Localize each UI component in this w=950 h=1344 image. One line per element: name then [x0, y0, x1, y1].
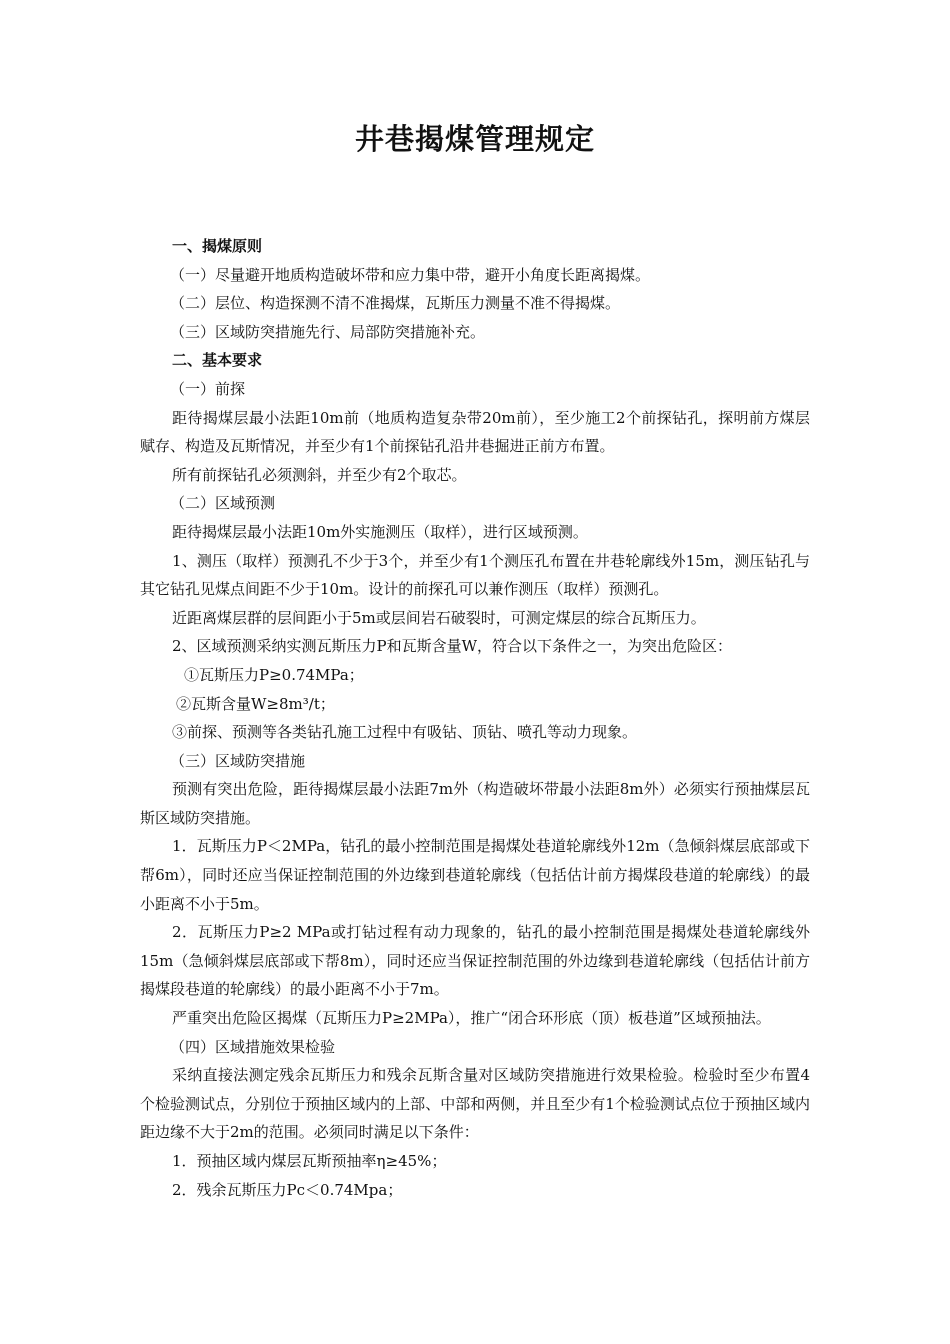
- paragraph: 近距离煤层群的层间距小于5m或层间岩石破裂时，可测定煤层的综合瓦斯压力。: [172, 608, 706, 627]
- subsection-heading: （四）区域措施效果检验: [170, 1037, 336, 1056]
- condition-item: ③前探、预测等各类钻孔施工过程中有吸钻、顶钻、喷孔等动力现象。: [172, 723, 638, 742]
- condition-item: ①瓦斯压力P≥0.74MPa；: [184, 665, 364, 684]
- paragraph: （三）区域防突措施先行、局部防突措施补充。: [170, 322, 486, 341]
- paragraph: 2、区域预测采纳实测瓦斯压力P和瓦斯含量W，符合以下条件之一，为突出危险区：: [172, 637, 733, 656]
- paragraph: 采纳直接法测定残余瓦斯压力和残余瓦斯含量对区域防突措施进行效果检验。检验时至少布置4个检验测试点，分别位于预抽区域内的上部、中部和两侧，并且至少有1个检验测试点位于预抽区域内距边缘不大于2m的范围。必须同时满足以下条件：: [140, 1066, 810, 1142]
- paragraph: 距待揭煤层最小法距10m外实施测压（取样），进行区域预测。: [172, 522, 588, 541]
- paragraph: （一）尽量避开地质构造破坏带和应力集中带，避开小角度长距离揭煤。: [170, 265, 651, 284]
- paragraph: 距待揭煤层最小法距10m前（地质构造复杂带20m前），至少施工2个前探钻孔，探明前方煤层赋存、构造及瓦斯情况，并至少有1个前探钻孔沿井巷掘进正前方布置。: [140, 408, 810, 456]
- condition-item: 1．预抽区域内煤层瓦斯预抽率η≥45%；: [172, 1152, 447, 1170]
- paragraph: 预测有突出危险，距待揭煤层最小法距7m外（构造破坏带最小法距8m外）必须实行预抽煤层瓦斯区域防突措施。: [140, 780, 810, 827]
- paragraph: （二）层位、构造探测不清不准揭煤，瓦斯压力测量不准不得揭煤。: [170, 294, 621, 313]
- section-heading: 一、揭煤原则: [172, 237, 263, 255]
- document-body: [140, 232, 810, 1204]
- subsection-heading: （一）前探: [170, 379, 246, 398]
- paragraph: 2．瓦斯压力P≥2 MPa或打钻过程有动力现象的，钻孔的最小控制范围是揭煤处巷道轮廓线外15m（急倾斜煤层底部或下帮8m），同时还应当保证控制范围的外边缘到巷道轮廓线（包括估计前方揭煤段巷道的轮廓线）的最小距离不小于7m。: [140, 923, 810, 999]
- paragraph: 1、测压（取样）预测孔不少于3个，并至少有1个测压孔布置在井巷轮廓线外15m，测压钻孔与其它钻孔见煤点间距不少于10m。设计的前探孔可以兼作测压（取样）预测孔。: [140, 551, 810, 599]
- condition-item: 2．残余瓦斯压力Pc＜0.74Mpa；: [172, 1180, 403, 1199]
- paragraph: 所有前探钻孔必须测斜，并至少有2个取芯。: [172, 465, 467, 484]
- subsection-heading: （三）区域防突措施: [170, 751, 306, 770]
- section-heading: 二、基本要求: [172, 351, 263, 370]
- paragraph: 1．瓦斯压力P＜2MPa，钻孔的最小控制范围是揭煤处巷道轮廓线外12m（急倾斜煤层底部或下帮6m），同时还应当保证控制范围的外边缘到巷道轮廓线（包括估计前方揭煤段巷道的轮廓线）的最小距离不小于5m。: [140, 837, 810, 913]
- condition-item: ②瓦斯含量W≥8m³/t；: [176, 694, 335, 713]
- subsection-heading: （二）区域预测: [170, 494, 276, 513]
- document-title: 井巷揭煤管理规定: [354, 122, 595, 156]
- paragraph: 严重突出危险区揭煤（瓦斯压力P≥2MPa），推广“闭合环形底（顶）板巷道”区域预抽法。: [172, 1009, 771, 1028]
